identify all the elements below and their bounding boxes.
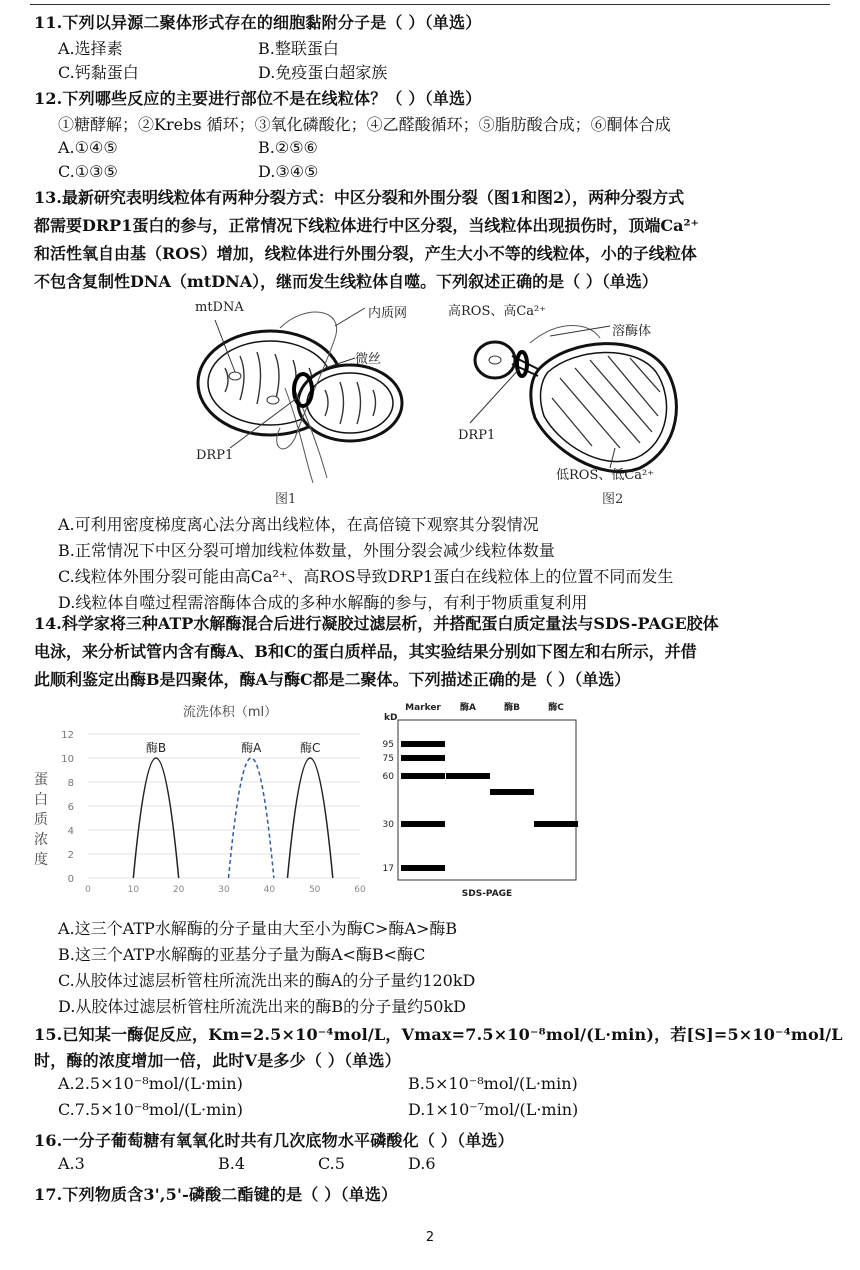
fig2-high-label: 高ROS、高Ca²⁺ — [448, 304, 547, 319]
q11-option-c: C.钙黏蛋白 — [58, 63, 139, 82]
gel-lane-label: 酶A — [460, 703, 476, 713]
fig2-drp1-label: DRP1 — [458, 428, 496, 443]
elution-chart-ylabel: 蛋白质浓度 — [34, 772, 48, 868]
fig1-mtdna-1 — [229, 372, 241, 380]
q15-line-1: 15.已知某一酶促反应，Km=2.5×10⁻⁴mol/L，Vmax=7.5×10⁻⁸mol/(L·min)，若[S]=5×10⁻⁴mol/L — [34, 1025, 843, 1044]
gel-band-酶C — [534, 821, 578, 827]
q14-option-a: A.这三个ATP水解酶的分子量由大至小为酶C>酶A>酶B — [58, 919, 458, 938]
figure-1-mitochondrion-central-fission — [185, 298, 415, 503]
fig1-micro-label: 微丝 — [355, 352, 382, 367]
gel-marker-kd-label: 95 — [382, 740, 394, 750]
q16-option-d: D.6 — [408, 1154, 436, 1173]
fig1-mtdna-label: mtDNA — [195, 300, 244, 315]
gel-lane-label: 酶C — [548, 703, 564, 713]
gel-band-Marker — [401, 821, 445, 827]
q13-option-a: A.可利用密度梯度离心法分离出线粒体，在高倍镜下观察其分裂情况 — [58, 515, 539, 534]
sds-page-gel — [380, 698, 580, 898]
q15-option-b: B.5×10⁻⁸mol/(L·min) — [408, 1074, 578, 1093]
q16-option-b: B.4 — [218, 1154, 246, 1173]
elution-x-tick-label: 10 — [127, 885, 140, 895]
q12-items: ①糖酵解；②Krebs 循环；③氧化磷酸化；④乙醛酸循环；⑤脂肪酸合成；⑥酮体合成 — [58, 115, 671, 134]
elution-series-label: 酶A — [241, 741, 262, 755]
fig1-drp1-label: DRP1 — [196, 448, 234, 463]
q13-line-1: 13.最新研究表明线粒体有两种分裂方式：中区分裂和外围分裂（图1和图2），两种分裂方式 — [34, 188, 685, 207]
gel-marker-kd-label: 60 — [382, 772, 394, 782]
q16-option-c: C.5 — [318, 1154, 345, 1173]
fig2-lysosome-membrane — [530, 326, 600, 344]
q13-option-c: C.线粒体外围分裂可能由高Ca²⁺、高ROS导致DRP1蛋白在线粒体上的位置不同而发生 — [58, 567, 674, 586]
elution-x-tick-label: 0 — [85, 885, 91, 895]
gel-band-Marker — [401, 755, 445, 761]
gel-band-Marker — [401, 865, 445, 871]
elution-y-tick-label: 6 — [67, 802, 74, 813]
elution-y-tick-label: 4 — [67, 826, 74, 837]
q14-line-1: 14.科学家将三种ATP水解酶混合后进行凝胶过滤层析，并搭配蛋白质定量法与SDS-PAGE胶体 — [34, 614, 719, 633]
question-17-stem: 17.下列物质含3',5'-磷酸二酯键的是（ ）（单选） — [34, 1185, 398, 1204]
q13-option-b: B.正常情况下中区分裂可增加线粒体数量，外围分裂会减少线粒体数量 — [58, 541, 555, 560]
question-16-stem: 16.一分子葡萄糖有氧氧化时共有几次底物水平磷酸化（ ）（单选） — [34, 1131, 514, 1150]
gel-lane-label: Marker — [405, 703, 441, 713]
q11-option-d: D.免疫蛋白超家族 — [258, 63, 388, 82]
elution-y-tick-label: 2 — [67, 850, 74, 861]
fig2-drp1-ring — [517, 352, 527, 376]
top-rule — [30, 4, 830, 5]
q12-option-b: B.②⑤⑥ — [258, 138, 318, 157]
elution-series-酶A — [229, 758, 274, 878]
fig2-lyso-label: 溶酶体 — [612, 324, 652, 339]
gel-marker-kd-label: 30 — [382, 820, 394, 830]
fig2-caption: 图2 — [602, 492, 624, 507]
gel-band-酶A — [446, 773, 490, 779]
fig1-right-mito-inner — [307, 373, 393, 433]
gel-band-酶B — [490, 789, 534, 795]
elution-series-label: 酶C — [299, 741, 321, 755]
q15-option-d: D.1×10⁻⁷mol/(L·min) — [408, 1100, 579, 1119]
gel-lane-label: 酶B — [504, 703, 520, 713]
q13-line-4: 不包含复制性DNA（mtDNA），继而发生线粒体自噬。下列叙述正确的是（ ）（单选） — [34, 272, 658, 291]
elution-x-tick-label: 60 — [354, 885, 366, 895]
elution-x-tick-label: 50 — [308, 885, 321, 895]
elution-y-tick-label: 10 — [61, 754, 74, 765]
elution-x-tick-label: 40 — [263, 885, 276, 895]
gel-marker-kd-label: 75 — [382, 754, 394, 764]
question-11-stem: 11.下列以异源二聚体形式存在的细胞黏附分子是（ ）（单选） — [34, 13, 482, 32]
gel-band-Marker — [401, 741, 445, 747]
q12-option-c: C.①③⑤ — [58, 162, 118, 181]
q12-option-a: A.①④⑤ — [58, 138, 118, 157]
elution-x-tick-label: 30 — [218, 885, 230, 895]
fig2-low-label: 低ROS、低Ca²⁺ — [556, 468, 655, 483]
elution-series-酶B — [133, 758, 178, 878]
q13-line-2: 都需要DRP1蛋白的参与，正常情况下线粒体进行中区分裂，当线粒体出现损伤时，顶端Ca²⁺ — [34, 216, 699, 235]
q15-option-a: A.2.5×10⁻⁸mol/(L·min) — [58, 1074, 243, 1093]
q11-option-b: B.整联蛋白 — [258, 39, 339, 58]
fig2-small-mtdna — [489, 356, 501, 364]
q14-line-2: 电泳，来分析试管内含有酶A、B和C的蛋白质样品，其实验结果分别如下图左和右所示，并借 — [34, 642, 697, 661]
q14-option-c: C.从胶体过滤层析管柱所流洗出来的酶A的分子量约120kD — [58, 971, 476, 990]
gel-title: SDS-PAGE — [461, 889, 513, 898]
page-number: 2 — [425, 1230, 435, 1245]
gel-marker-kd-label: 17 — [382, 864, 394, 874]
fig1-mtdna-2 — [267, 396, 279, 404]
q14-option-d: D.从胶体过滤层析管柱所流洗出来的酶B的分子量约50kD — [58, 997, 466, 1016]
q14-line-3: 此顺利鉴定出酶B是四聚体，酶A与酶C都是二聚体。下列描述正确的是（ ）（单选） — [34, 670, 631, 689]
elution-series-label: 酶B — [145, 741, 167, 755]
q11-option-a: A.选择素 — [58, 39, 123, 58]
q15-line-2: 时，酶的浓度增加一倍，此时V是多少（ ）（单选） — [34, 1051, 401, 1070]
fig1-er-label: 内质网 — [368, 306, 408, 321]
elution-y-tick-label: 0 — [67, 874, 74, 885]
elution-x-tick-label: 20 — [172, 885, 185, 895]
q15-option-c: C.7.5×10⁻⁸mol/(L·min) — [58, 1100, 243, 1119]
elution-chart — [30, 698, 375, 898]
q13-option-d: D.线粒体自噬过程需溶酶体合成的多种水解酶的参与，有利于物质重复利用 — [58, 593, 588, 612]
q16-option-a: A.3 — [58, 1154, 85, 1173]
elution-series-酶C — [287, 758, 332, 878]
q14-option-b: B.这三个ATP水解酶的亚基分子量为酶A<酶B<酶C — [58, 945, 426, 964]
elution-y-tick-label: 8 — [67, 778, 74, 789]
elution-chart-title: 流洗体积（ml） — [182, 705, 278, 720]
elution-y-tick-label: 12 — [61, 730, 74, 741]
gel-kd-label: kD — [384, 713, 398, 723]
fig1-er-leader — [335, 308, 365, 326]
q12-option-d: D.③④⑤ — [258, 162, 319, 181]
gel-band-Marker — [401, 773, 445, 779]
fig1-caption: 图1 — [275, 492, 297, 507]
question-12-stem: 12.下列哪些反应的主要进行部位不是在线粒体？（ ）（单选） — [34, 89, 482, 108]
q13-line-3: 和活性氧自由基（ROS）增加，线粒体进行外围分裂，产生大小不等的线粒体，小的子线粒体 — [34, 244, 697, 263]
